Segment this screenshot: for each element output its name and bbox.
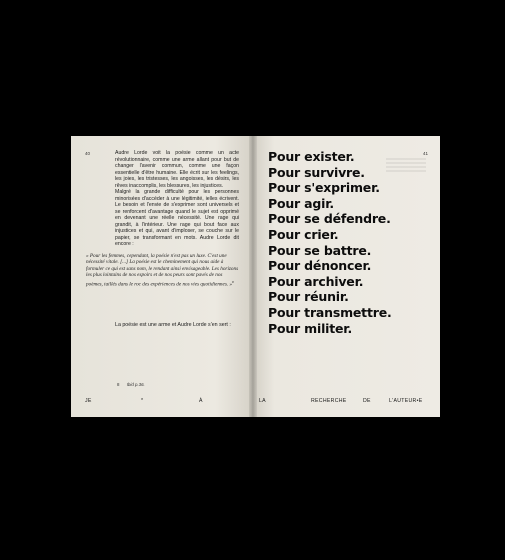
running-footer (71, 398, 440, 408)
footer-word: RECHERCHE (311, 398, 347, 404)
pour-line: Pour transmettre. (268, 304, 392, 320)
quote-footnote-mark: 8 (232, 279, 234, 284)
left-body-text (115, 150, 239, 248)
pour-line: Pour archiver. (268, 273, 364, 289)
pour-line: Pour s'exprimer. (268, 180, 380, 196)
pour-line: Pour se battre. (268, 242, 372, 258)
footer-word: JE (85, 398, 92, 404)
open-book (71, 136, 440, 417)
pour-line: Pour agir. (268, 195, 334, 211)
footer-word: DE (363, 398, 371, 404)
pour-line: Pour se défendre. (268, 211, 391, 227)
pour-line: Pour dénoncer. (268, 258, 372, 274)
right-page (252, 136, 440, 417)
pour-line: Pour crier. (268, 226, 339, 242)
footnote (117, 382, 151, 387)
footnote-number: 8 (117, 382, 120, 387)
book-gutter (249, 136, 257, 417)
left-page-number: 40 (85, 151, 91, 156)
quote-text: « Pour les femmes, cependant, la poésie n'est pas un luxe. C'est une nécessité vitale. [...] La poésie est le cheminement qui nous aide à formuler ce qui est sans nom, le rendant ainsi envisageable. Les horizons les plus lointains de nos espoirs et de nos peurs sont pavés de nos poèmes, taillés dans le roc des expériences de nos vies quotidiennes. » (86, 253, 239, 288)
lead-in-sentence: La poésie est une arme et Audre Lorde s'en sert : (115, 322, 231, 328)
pour-line: Pour réunir. (268, 289, 349, 305)
footer-word: L'AUTEUR•E (389, 398, 423, 404)
paragraph-1: Audre Lorde voit la poésie comme un acte révolutionnaire, comme une arme allant pour but de changer l'avenir commun, comme une façon essentielle d'être humaine. Elle écrit sur les feelings, les joies, les tristesses, les angoisses, les désirs, les rêves inaccomplis, les blessures, les injustices. (115, 150, 239, 189)
pour-line: Pour militer. (268, 320, 353, 336)
lorde-quote (86, 253, 240, 288)
paragraph-2: Malgré la grande difficulté pour les personnes minorisées d'accéder à une légitimité, ielles écrivent. Le besoin et l'envie de s'exprimer sont universels et se renforcent d'avantage quand le sujet est opprimé en devenant une réelle nécessité. Une rage qui grandit, à l'intérieur. Une rage qui bout face aux injustices et qui, avant d'imploser, se couche sur le papier, se transformant en mots. Audre Lorde dit encore : (115, 189, 239, 247)
footer-word: LA (259, 398, 266, 404)
footer-word: * (141, 398, 144, 404)
left-page (71, 136, 252, 417)
footnote-text: Ibid p.36. (126, 382, 145, 387)
footer-word: À (199, 398, 203, 404)
right-page-number: 41 (422, 151, 428, 156)
pour-line: Pour survivre. (268, 164, 365, 180)
pour-line: Pour exister. (268, 149, 355, 164)
pour-list (268, 149, 436, 336)
